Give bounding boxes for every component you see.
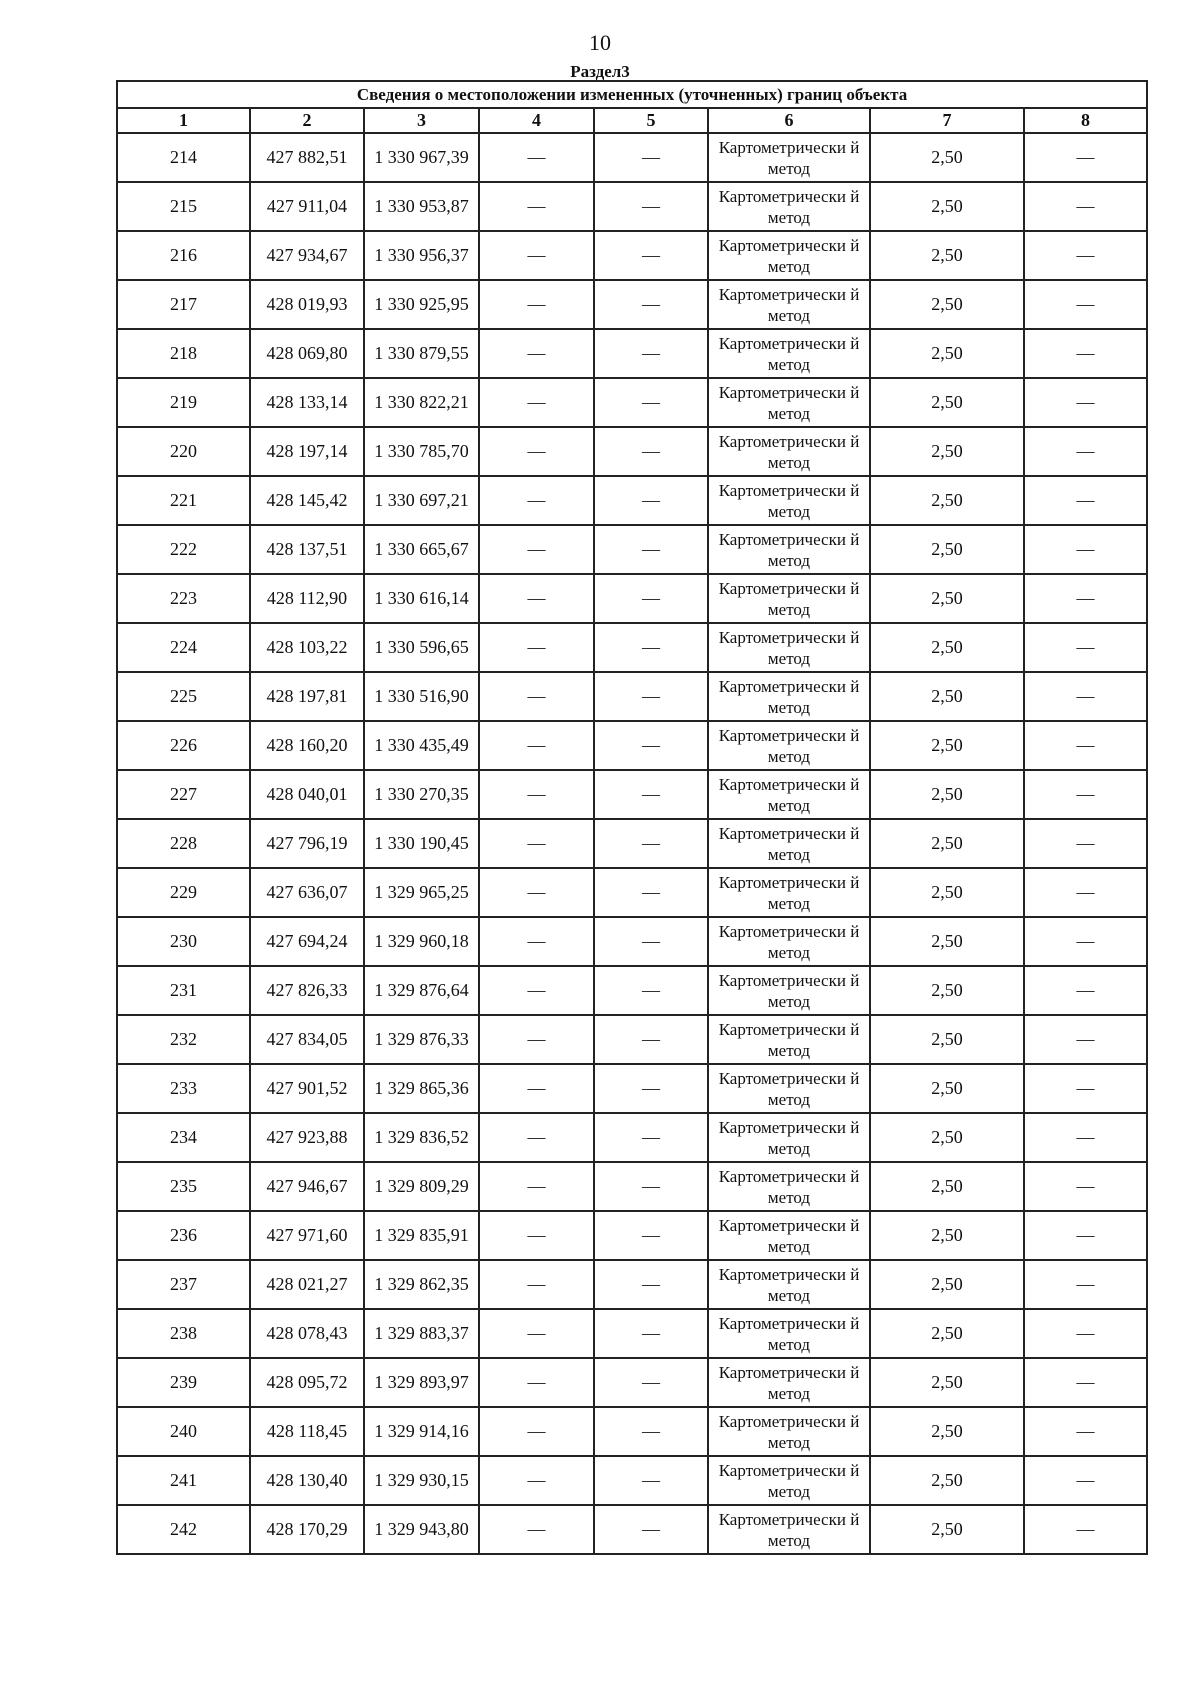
column-8-cell: — [1024,868,1147,917]
x-coordinate-cell: 427 694,24 [250,917,364,966]
column-8-cell: — [1024,476,1147,525]
column-4-cell: — [479,476,594,525]
method-cell: Картометрически й метод [708,819,870,868]
point-number-cell: 219 [117,378,250,427]
table-row [117,721,1147,770]
column-8-cell: — [1024,378,1147,427]
table-caption: Сведения о местоположении измененных (уточненных) границ объекта [117,81,1147,108]
table-header-row [117,108,1147,133]
table-row [117,1211,1147,1260]
table-body [117,133,1147,1554]
point-number-cell: 225 [117,672,250,721]
accuracy-cell: 2,50 [870,378,1024,427]
point-number-cell: 227 [117,770,250,819]
column-8-cell: — [1024,1260,1147,1309]
accuracy-cell: 2,50 [870,476,1024,525]
x-coordinate-cell: 428 118,45 [250,1407,364,1456]
x-coordinate-cell: 428 197,14 [250,427,364,476]
y-coordinate-cell: 1 329 930,15 [364,1456,479,1505]
table-row [117,476,1147,525]
accuracy-cell: 2,50 [870,427,1024,476]
table-row [117,1113,1147,1162]
y-coordinate-cell: 1 330 270,35 [364,770,479,819]
x-coordinate-cell: 427 911,04 [250,182,364,231]
column-4-cell: — [479,525,594,574]
column-5-cell: — [594,1309,708,1358]
method-cell: Картометрически й метод [708,672,870,721]
table-row [117,819,1147,868]
point-number-cell: 214 [117,133,250,182]
column-8-cell: — [1024,133,1147,182]
column-4-cell: — [479,917,594,966]
method-cell: Картометрически й метод [708,1260,870,1309]
column-4-cell: — [479,574,594,623]
column-4-cell: — [479,1162,594,1211]
point-number-cell: 228 [117,819,250,868]
point-number-cell: 240 [117,1407,250,1456]
point-number-cell: 224 [117,623,250,672]
method-cell: Картометрически й метод [708,1113,870,1162]
column-5-cell: — [594,231,708,280]
method-cell: Картометрически й метод [708,1505,870,1554]
column-8-cell: — [1024,721,1147,770]
y-coordinate-cell: 1 329 835,91 [364,1211,479,1260]
column-header: 5 [594,108,708,133]
y-coordinate-cell: 1 330 697,21 [364,476,479,525]
column-8-cell: — [1024,1113,1147,1162]
table-row [117,133,1147,182]
method-cell: Картометрически й метод [708,721,870,770]
x-coordinate-cell: 428 133,14 [250,378,364,427]
column-header: 2 [250,108,364,133]
column-4-cell: — [479,672,594,721]
column-5-cell: — [594,819,708,868]
column-8-cell: — [1024,1456,1147,1505]
column-5-cell: — [594,672,708,721]
table-row [117,966,1147,1015]
x-coordinate-cell: 428 069,80 [250,329,364,378]
column-5-cell: — [594,476,708,525]
table-row [117,1064,1147,1113]
table-row [117,1358,1147,1407]
table-row [117,1505,1147,1554]
column-5-cell: — [594,1260,708,1309]
column-header: 4 [479,108,594,133]
table-row [117,917,1147,966]
x-coordinate-cell: 427 796,19 [250,819,364,868]
x-coordinate-cell: 427 636,07 [250,868,364,917]
y-coordinate-cell: 1 329 809,29 [364,1162,479,1211]
point-number-cell: 233 [117,1064,250,1113]
column-5-cell: — [594,427,708,476]
y-coordinate-cell: 1 330 616,14 [364,574,479,623]
accuracy-cell: 2,50 [870,133,1024,182]
column-8-cell: — [1024,231,1147,280]
method-cell: Картометрически й метод [708,1358,870,1407]
column-4-cell: — [479,623,594,672]
method-cell: Картометрически й метод [708,182,870,231]
accuracy-cell: 2,50 [870,1015,1024,1064]
x-coordinate-cell: 428 078,43 [250,1309,364,1358]
column-8-cell: — [1024,1064,1147,1113]
column-5-cell: — [594,1456,708,1505]
accuracy-cell: 2,50 [870,917,1024,966]
column-4-cell: — [479,819,594,868]
column-8-cell: — [1024,1407,1147,1456]
point-number-cell: 222 [117,525,250,574]
point-number-cell: 223 [117,574,250,623]
accuracy-cell: 2,50 [870,770,1024,819]
point-number-cell: 220 [117,427,250,476]
column-8-cell: — [1024,1309,1147,1358]
column-5-cell: — [594,1211,708,1260]
accuracy-cell: 2,50 [870,721,1024,770]
column-header: 8 [1024,108,1147,133]
column-8-cell: — [1024,1505,1147,1554]
point-number-cell: 238 [117,1309,250,1358]
method-cell: Картометрически й метод [708,1064,870,1113]
x-coordinate-cell: 428 130,40 [250,1456,364,1505]
x-coordinate-cell: 427 834,05 [250,1015,364,1064]
point-number-cell: 216 [117,231,250,280]
column-5-cell: — [594,721,708,770]
accuracy-cell: 2,50 [870,1407,1024,1456]
column-4-cell: — [479,378,594,427]
method-cell: Картометрически й метод [708,574,870,623]
table-row [117,280,1147,329]
y-coordinate-cell: 1 330 956,37 [364,231,479,280]
column-4-cell: — [479,1064,594,1113]
method-cell: Картометрически й метод [708,966,870,1015]
column-8-cell: — [1024,182,1147,231]
column-4-cell: — [479,1015,594,1064]
column-5-cell: — [594,1505,708,1554]
y-coordinate-cell: 1 329 943,80 [364,1505,479,1554]
column-8-cell: — [1024,574,1147,623]
x-coordinate-cell: 428 170,29 [250,1505,364,1554]
column-8-cell: — [1024,966,1147,1015]
method-cell: Картометрически й метод [708,476,870,525]
y-coordinate-cell: 1 329 883,37 [364,1309,479,1358]
column-5-cell: — [594,525,708,574]
column-5-cell: — [594,1113,708,1162]
table-row [117,868,1147,917]
x-coordinate-cell: 427 971,60 [250,1211,364,1260]
x-coordinate-cell: 427 934,67 [250,231,364,280]
accuracy-cell: 2,50 [870,574,1024,623]
table-row [117,182,1147,231]
point-number-cell: 236 [117,1211,250,1260]
point-number-cell: 237 [117,1260,250,1309]
y-coordinate-cell: 1 329 876,33 [364,1015,479,1064]
y-coordinate-cell: 1 329 965,25 [364,868,479,917]
x-coordinate-cell: 427 946,67 [250,1162,364,1211]
y-coordinate-cell: 1 329 893,97 [364,1358,479,1407]
column-4-cell: — [479,770,594,819]
table-row [117,1260,1147,1309]
column-5-cell: — [594,574,708,623]
column-8-cell: — [1024,1162,1147,1211]
method-cell: Картометрически й метод [708,231,870,280]
table-row [117,231,1147,280]
column-8-cell: — [1024,1015,1147,1064]
x-coordinate-cell: 428 021,27 [250,1260,364,1309]
x-coordinate-cell: 428 103,22 [250,623,364,672]
accuracy-cell: 2,50 [870,868,1024,917]
point-number-cell: 235 [117,1162,250,1211]
table-row [117,525,1147,574]
accuracy-cell: 2,50 [870,966,1024,1015]
column-5-cell: — [594,329,708,378]
column-8-cell: — [1024,819,1147,868]
point-number-cell: 230 [117,917,250,966]
column-4-cell: — [479,1505,594,1554]
column-8-cell: — [1024,770,1147,819]
y-coordinate-cell: 1 330 967,39 [364,133,479,182]
column-header: 3 [364,108,479,133]
column-8-cell: — [1024,672,1147,721]
table-row [117,574,1147,623]
point-number-cell: 218 [117,329,250,378]
column-4-cell: — [479,721,594,770]
column-5-cell: — [594,133,708,182]
table-row [117,770,1147,819]
accuracy-cell: 2,50 [870,525,1024,574]
accuracy-cell: 2,50 [870,1211,1024,1260]
accuracy-cell: 2,50 [870,1505,1024,1554]
x-coordinate-cell: 428 112,90 [250,574,364,623]
y-coordinate-cell: 1 329 914,16 [364,1407,479,1456]
accuracy-cell: 2,50 [870,1064,1024,1113]
accuracy-cell: 2,50 [870,1309,1024,1358]
coordinates-table [116,80,1148,1555]
column-5-cell: — [594,1162,708,1211]
y-coordinate-cell: 1 329 876,64 [364,966,479,1015]
column-8-cell: — [1024,329,1147,378]
x-coordinate-cell: 427 901,52 [250,1064,364,1113]
point-number-cell: 234 [117,1113,250,1162]
x-coordinate-cell: 428 040,01 [250,770,364,819]
method-cell: Картометрически й метод [708,133,870,182]
method-cell: Картометрически й метод [708,280,870,329]
method-cell: Картометрически й метод [708,1456,870,1505]
column-4-cell: — [479,133,594,182]
column-5-cell: — [594,378,708,427]
column-8-cell: — [1024,1211,1147,1260]
method-cell: Картометрически й метод [708,1211,870,1260]
accuracy-cell: 2,50 [870,1260,1024,1309]
y-coordinate-cell: 1 330 925,95 [364,280,479,329]
x-coordinate-cell: 427 826,33 [250,966,364,1015]
method-cell: Картометрически й метод [708,329,870,378]
table-row [117,623,1147,672]
point-number-cell: 241 [117,1456,250,1505]
method-cell: Картометрически й метод [708,525,870,574]
column-5-cell: — [594,966,708,1015]
column-8-cell: — [1024,525,1147,574]
column-4-cell: — [479,966,594,1015]
accuracy-cell: 2,50 [870,280,1024,329]
accuracy-cell: 2,50 [870,819,1024,868]
y-coordinate-cell: 1 330 435,49 [364,721,479,770]
column-4-cell: — [479,427,594,476]
column-5-cell: — [594,868,708,917]
method-cell: Картометрически й метод [708,770,870,819]
column-header: 7 [870,108,1024,133]
column-4-cell: — [479,1211,594,1260]
column-5-cell: — [594,1358,708,1407]
column-4-cell: — [479,1113,594,1162]
page-number: 10 [589,30,611,55]
method-cell: Картометрически й метод [708,378,870,427]
column-4-cell: — [479,231,594,280]
method-cell: Картометрически й метод [708,1015,870,1064]
method-cell: Картометрически й метод [708,1407,870,1456]
point-number-cell: 231 [117,966,250,1015]
column-4-cell: — [479,280,594,329]
column-5-cell: — [594,770,708,819]
column-4-cell: — [479,1456,594,1505]
method-cell: Картометрически й метод [708,868,870,917]
column-5-cell: — [594,1407,708,1456]
point-number-cell: 242 [117,1505,250,1554]
accuracy-cell: 2,50 [870,1456,1024,1505]
column-4-cell: — [479,1309,594,1358]
method-cell: Картометрически й метод [708,623,870,672]
table-row [117,378,1147,427]
point-number-cell: 217 [117,280,250,329]
column-4-cell: — [479,1260,594,1309]
accuracy-cell: 2,50 [870,182,1024,231]
x-coordinate-cell: 427 882,51 [250,133,364,182]
y-coordinate-cell: 1 330 665,67 [364,525,479,574]
table-row [117,1407,1147,1456]
accuracy-cell: 2,50 [870,1358,1024,1407]
column-8-cell: — [1024,917,1147,966]
column-5-cell: — [594,917,708,966]
table-row [117,672,1147,721]
column-8-cell: — [1024,623,1147,672]
table-row [117,1309,1147,1358]
x-coordinate-cell: 428 160,20 [250,721,364,770]
column-5-cell: — [594,1064,708,1113]
point-number-cell: 239 [117,1358,250,1407]
y-coordinate-cell: 1 330 596,65 [364,623,479,672]
column-4-cell: — [479,868,594,917]
table-row [117,1456,1147,1505]
point-number-cell: 226 [117,721,250,770]
accuracy-cell: 2,50 [870,1162,1024,1211]
x-coordinate-cell: 428 145,42 [250,476,364,525]
y-coordinate-cell: 1 330 516,90 [364,672,479,721]
column-4-cell: — [479,1358,594,1407]
column-5-cell: — [594,623,708,672]
accuracy-cell: 2,50 [870,329,1024,378]
column-8-cell: — [1024,1358,1147,1407]
accuracy-cell: 2,50 [870,672,1024,721]
point-number-cell: 215 [117,182,250,231]
column-5-cell: — [594,280,708,329]
column-header: 1 [117,108,250,133]
table-caption-row [117,81,1147,108]
point-number-cell: 221 [117,476,250,525]
column-header: 6 [708,108,870,133]
y-coordinate-cell: 1 330 879,55 [364,329,479,378]
accuracy-cell: 2,50 [870,231,1024,280]
x-coordinate-cell: 427 923,88 [250,1113,364,1162]
table-row [117,1162,1147,1211]
column-4-cell: — [479,1407,594,1456]
section-title: Раздел3 [570,62,630,81]
column-4-cell: — [479,182,594,231]
column-8-cell: — [1024,280,1147,329]
point-number-cell: 232 [117,1015,250,1064]
table-row [117,329,1147,378]
method-cell: Картометрически й метод [708,917,870,966]
y-coordinate-cell: 1 330 822,21 [364,378,479,427]
point-number-cell: 229 [117,868,250,917]
y-coordinate-cell: 1 329 836,52 [364,1113,479,1162]
y-coordinate-cell: 1 330 190,45 [364,819,479,868]
y-coordinate-cell: 1 329 862,35 [364,1260,479,1309]
column-4-cell: — [479,329,594,378]
x-coordinate-cell: 428 197,81 [250,672,364,721]
y-coordinate-cell: 1 330 953,87 [364,182,479,231]
column-8-cell: — [1024,427,1147,476]
table-row [117,1015,1147,1064]
table-row [117,427,1147,476]
accuracy-cell: 2,50 [870,1113,1024,1162]
y-coordinate-cell: 1 329 865,36 [364,1064,479,1113]
method-cell: Картометрически й метод [708,1309,870,1358]
x-coordinate-cell: 428 095,72 [250,1358,364,1407]
method-cell: Картометрически й метод [708,427,870,476]
accuracy-cell: 2,50 [870,623,1024,672]
column-5-cell: — [594,1015,708,1064]
column-5-cell: — [594,182,708,231]
y-coordinate-cell: 1 330 785,70 [364,427,479,476]
x-coordinate-cell: 428 137,51 [250,525,364,574]
y-coordinate-cell: 1 329 960,18 [364,917,479,966]
x-coordinate-cell: 428 019,93 [250,280,364,329]
method-cell: Картометрически й метод [708,1162,870,1211]
